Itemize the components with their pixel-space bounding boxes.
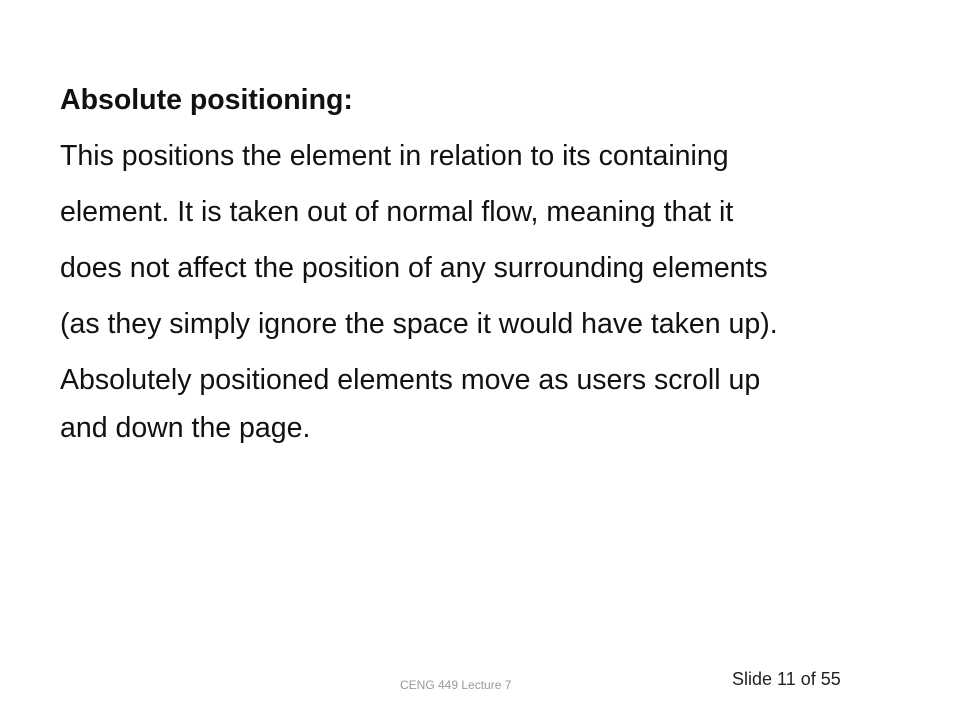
body-line: and down the page. [60,412,311,444]
body-line: element. It is taken out of normal flow, meaning that it [60,196,734,228]
slide-heading: Absolute positioning: [60,84,353,116]
body-line: Absolutely positioned elements move as users scroll up [60,364,761,396]
body-line: This positions the element in relation to its containing [60,140,729,172]
slide-number: Slide 11 of 55 [732,669,841,689]
body-line: does not affect the position of any surrounding elements [60,252,768,284]
body-line: (as they simply ignore the space it would have taken up). [60,308,778,340]
slide-content [60,72,930,448]
footer-course-label: CENG 449 Lecture 7 [400,678,512,692]
